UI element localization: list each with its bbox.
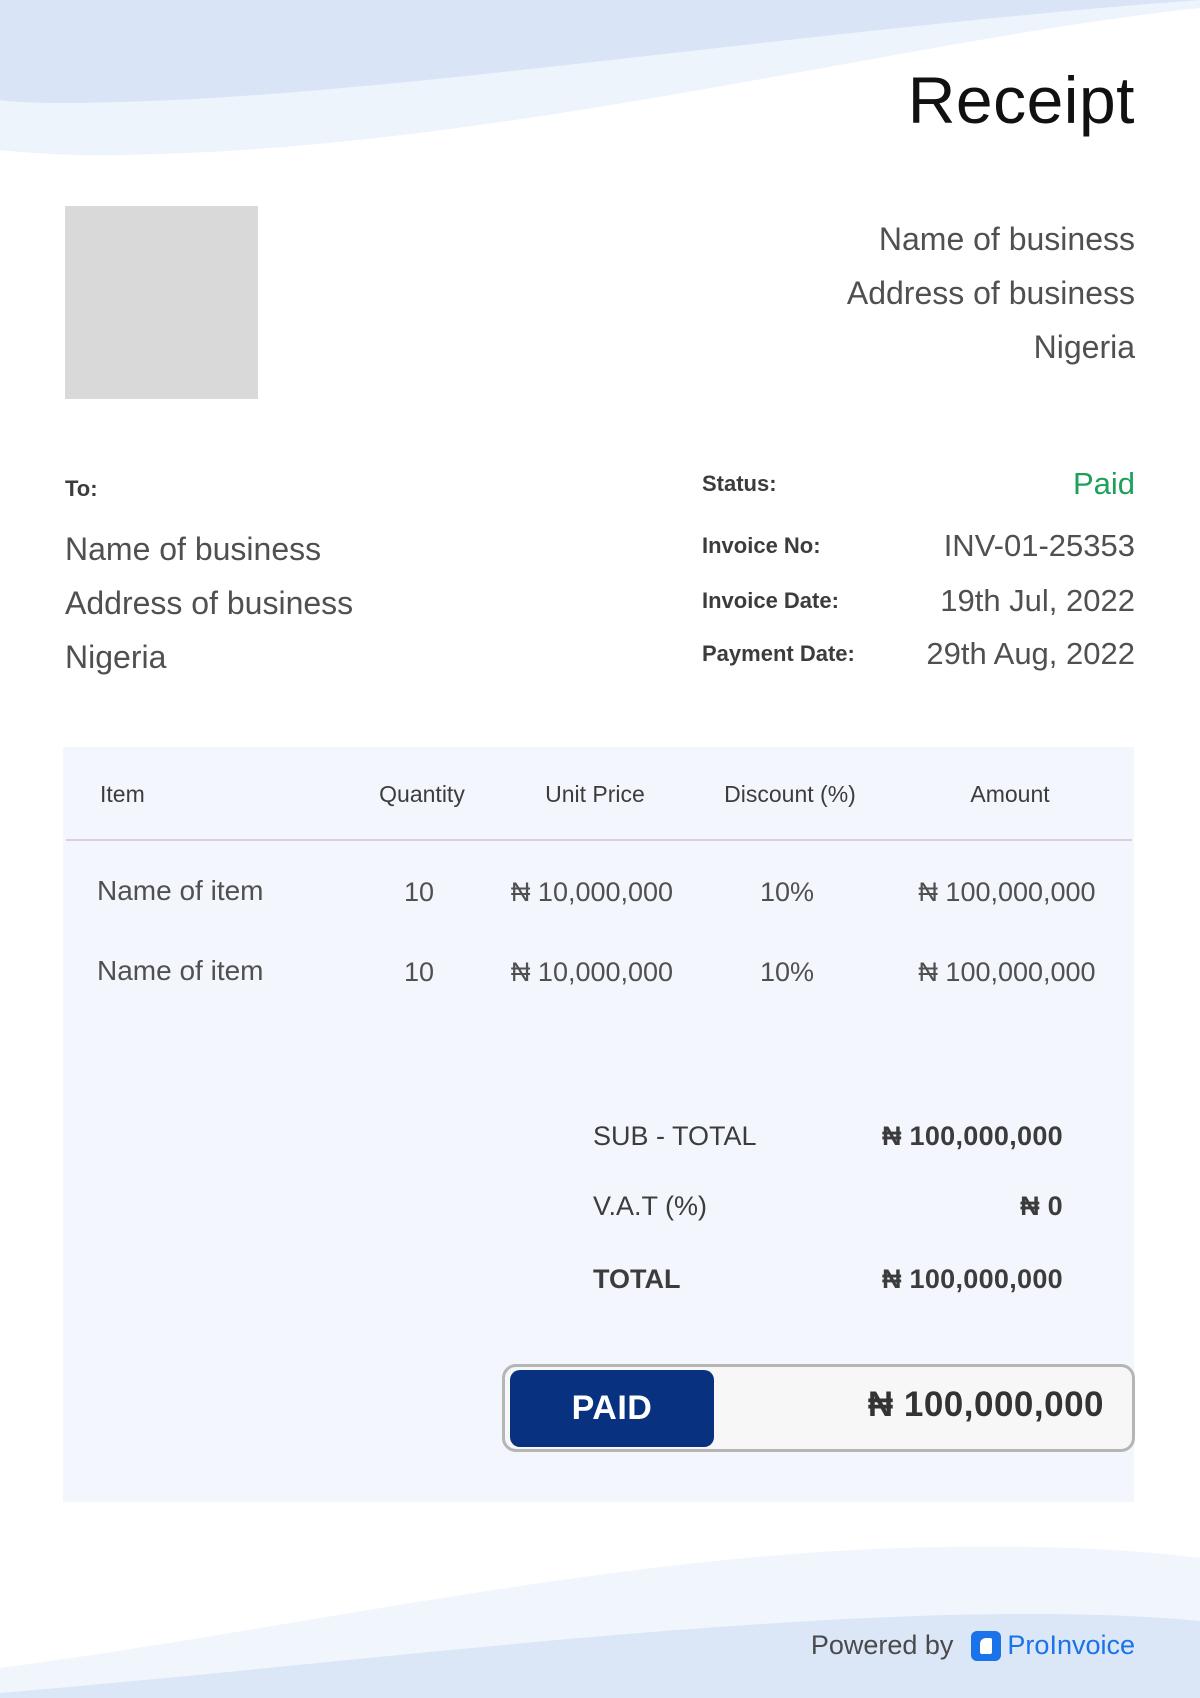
row-quantity: 10 [403, 877, 435, 907]
payment-date-value: 29th Aug, 2022 [926, 636, 1135, 671]
header-amount: Amount [970, 781, 1050, 807]
row-item-name: Name of item [97, 955, 264, 986]
header-discount: Discount (%) [724, 781, 856, 807]
invoice-no-row [702, 528, 1135, 564]
row-unit-price: ₦ 10,000,000 [510, 957, 674, 987]
subtotal-value: ₦ 100,000,000 [881, 1121, 1063, 1151]
recipient-label: To: [65, 476, 98, 501]
total-label: TOTAL [593, 1264, 681, 1294]
powered-by-footer [811, 1630, 1135, 1661]
invoice-date-row [702, 583, 1135, 619]
sender-country: Nigeria [1033, 329, 1135, 365]
total-value: ₦ 100,000,000 [881, 1264, 1063, 1294]
row-amount: ₦ 100,000,000 [918, 957, 1096, 987]
sender-details [847, 212, 1135, 374]
header-quantity: Quantity [379, 781, 465, 807]
recipient-details [65, 522, 353, 684]
row-discount: 10% [759, 957, 815, 987]
row-unit-price: ₦ 10,000,000 [510, 877, 674, 907]
brand-name[interactable]: ProInvoice [1007, 1630, 1135, 1660]
header-item: Item [100, 781, 145, 807]
bottom-wave-decoration [0, 1518, 1200, 1698]
header-unit-price: Unit Price [545, 781, 645, 807]
business-logo-placeholder [65, 206, 258, 399]
invoice-date-value: 19th Jul, 2022 [940, 583, 1135, 618]
invoice-no-value: INV-01-25353 [943, 528, 1135, 563]
vat-value: ₦ 0 [1020, 1191, 1063, 1221]
paid-pill: PAID [510, 1370, 714, 1447]
paid-amount: ₦ 100,000,000 [867, 1385, 1104, 1424]
invoice-no-label: Invoice No: [702, 533, 821, 558]
total-row [593, 1264, 1063, 1295]
paid-amount-bar [502, 1364, 1135, 1452]
row-item-name: Name of item [97, 875, 264, 906]
recipient-name: Name of business [65, 531, 322, 567]
vat-row [593, 1191, 1063, 1222]
payment-date-row [702, 636, 1135, 672]
vat-label: V.A.T (%) [593, 1191, 708, 1221]
payment-date-label: Payment Date: [702, 641, 855, 666]
subtotal-row [593, 1121, 1063, 1152]
row-quantity: 10 [403, 957, 435, 987]
status-badge: Paid [1072, 466, 1135, 501]
sender-name: Name of business [878, 221, 1135, 257]
recipient-address: Address of business [65, 585, 354, 621]
document-title: Receipt [907, 63, 1135, 137]
table-header [66, 747, 1132, 841]
recipient-country: Nigeria [65, 639, 167, 675]
row-discount: 10% [759, 877, 815, 907]
row-amount: ₦ 100,000,000 [918, 877, 1096, 907]
status-label: Status: [702, 471, 777, 496]
status-row [702, 466, 1135, 502]
proinvoice-logo-icon [971, 1631, 1001, 1661]
powered-by-text: Powered by [810, 1630, 954, 1660]
sender-address: Address of business [846, 275, 1135, 311]
subtotal-label: SUB - TOTAL [593, 1121, 757, 1151]
invoice-date-label: Invoice Date: [702, 588, 839, 613]
